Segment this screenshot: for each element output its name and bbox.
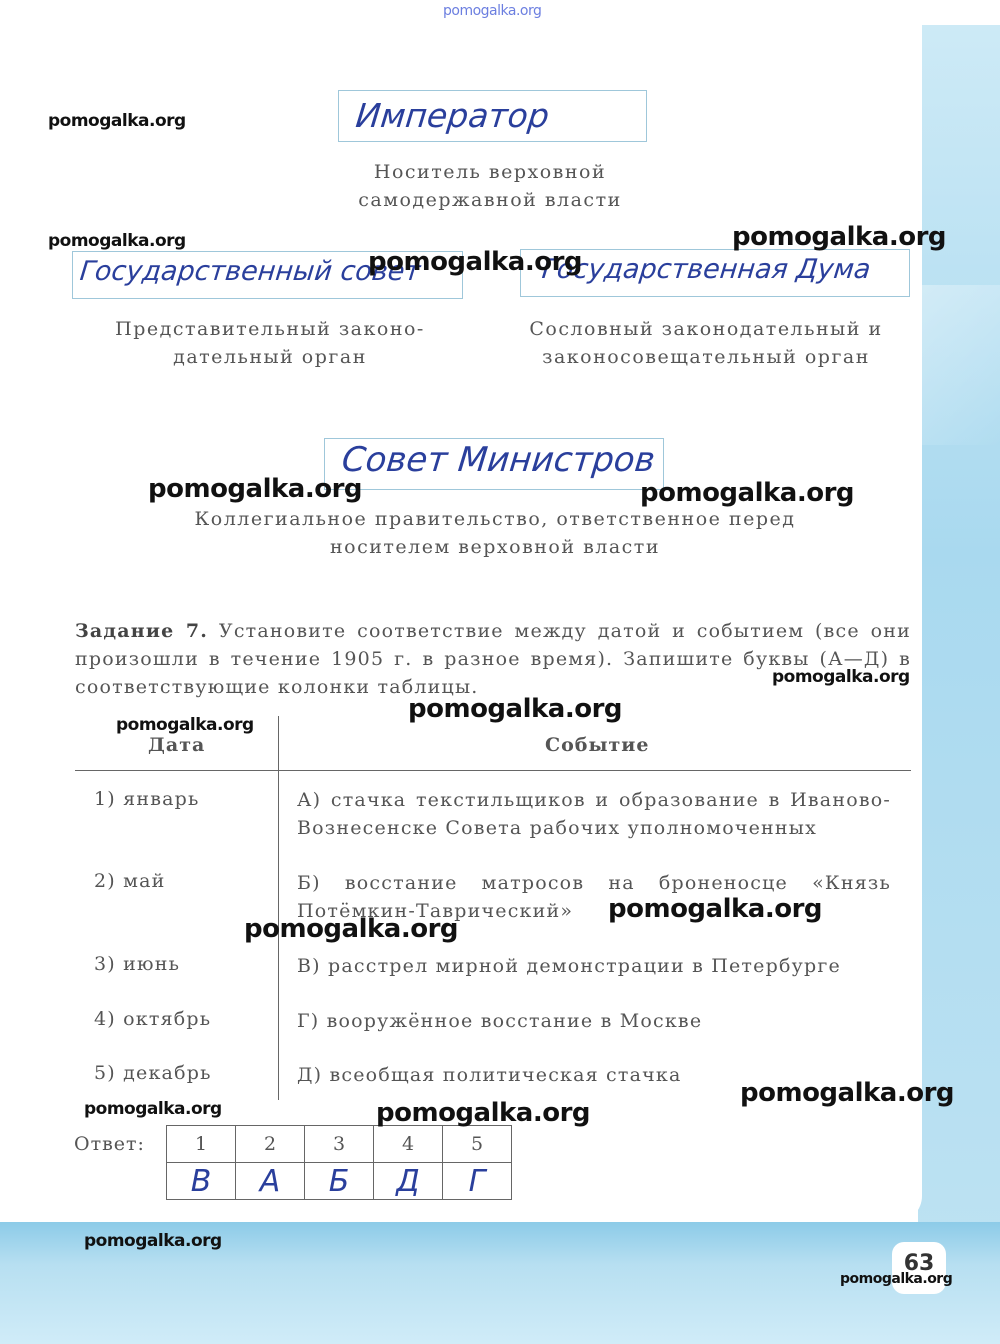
watermark: pomogalka.org (408, 694, 623, 724)
table-row-event: А) стачка текстильщиков и образование в Иваново-Вознесенске Совета рабочих уполномоченных (297, 789, 891, 839)
handwritten-state-council: Государственный совет (78, 256, 422, 287)
caption-council-ministers-2: носителем верховной власти (330, 536, 660, 558)
answer-column-number: 2 (236, 1126, 305, 1163)
table-row-event: Г) вооружённое восстание в Москве (297, 1010, 703, 1032)
caption-emperor-2: самодержавной власти (358, 189, 622, 211)
watermark: pomogalka.org (608, 894, 823, 924)
table-row-date: 4) октябрь (94, 1008, 212, 1030)
table-header-rule (75, 770, 911, 771)
watermark: pomogalka.org (148, 474, 363, 504)
caption-council-ministers-1: Коллегиальное правительство, ответственное перед (194, 508, 796, 530)
caption-state-council-2: дательный орган (173, 346, 367, 368)
answer-table (166, 1125, 512, 1200)
caption-emperor-1: Носитель верховной (373, 161, 607, 183)
watermark: pomogalka.org (84, 1099, 222, 1119)
watermark: pomogalka.org (244, 914, 459, 944)
answer-label: Ответ: (74, 1133, 145, 1155)
watermark: pomogalka.org (84, 1231, 222, 1251)
caption-state-duma-2: законосовещательный орган (542, 346, 870, 368)
table-row-event: Б) восстание матросов на броненосце «Князь Потёмкин-Таврический» (297, 872, 891, 922)
watermark: pomogalka.org (772, 667, 910, 687)
answer-column-number: 5 (443, 1126, 512, 1163)
watermark: pomogalka.org (48, 111, 186, 131)
table-row-date: 5) декабрь (94, 1062, 212, 1084)
table-row-event: В) расстрел мирной демонстрации в Петербурге (297, 955, 841, 977)
table-row-event: Д) всеобщая политическая стачка (297, 1064, 682, 1086)
handwritten-state-duma: Государственная Дума (540, 254, 873, 285)
watermark-top: pomogalka.org (443, 3, 542, 19)
handwritten-council-ministers: Совет Министров (339, 440, 657, 480)
watermark: pomogalka.org (376, 1098, 591, 1128)
answer-column-number: 3 (305, 1126, 374, 1163)
watermark: pomogalka.org (640, 478, 855, 508)
table-column-divider (278, 716, 279, 1100)
watermark: pomogalka.org (116, 715, 254, 735)
watermark: pomogalka.org (368, 247, 583, 277)
table-header-event: Событие (545, 734, 650, 756)
caption-state-council-1: Представительный законо- (115, 318, 425, 340)
answer-cell[interactable]: А (236, 1163, 305, 1200)
watermark: pomogalka.org (840, 1271, 953, 1287)
answer-cell[interactable]: В (167, 1163, 236, 1200)
task-7 (75, 617, 911, 701)
task-text: Установите соответствие между датой и событием (все они произошли в течение 1905 г. в разное время). Запишите буквы (А—Д) в соответствующие колонки таблицы. (75, 620, 911, 698)
answer-column-number: 4 (374, 1126, 443, 1163)
watermark: pomogalka.org (48, 231, 186, 251)
task-label: Задание 7. (75, 620, 209, 642)
page-number: 63 (892, 1242, 946, 1294)
answer-cell[interactable]: Б (305, 1163, 374, 1200)
answer-cell[interactable]: Г (443, 1163, 512, 1200)
table-header-date: Дата (148, 734, 206, 756)
answer-column-number: 1 (167, 1126, 236, 1163)
watermark: pomogalka.org (732, 222, 947, 252)
handwritten-emperor: Император (353, 96, 552, 135)
table-row-date: 1) январь (94, 788, 200, 810)
answer-cell[interactable]: Д (374, 1163, 443, 1200)
table-row-date: 3) июнь (94, 953, 181, 975)
watermark: pomogalka.org (740, 1078, 955, 1108)
caption-state-duma-1: Сословный законодательный и (529, 318, 883, 340)
table-row-date: 2) май (94, 870, 166, 892)
